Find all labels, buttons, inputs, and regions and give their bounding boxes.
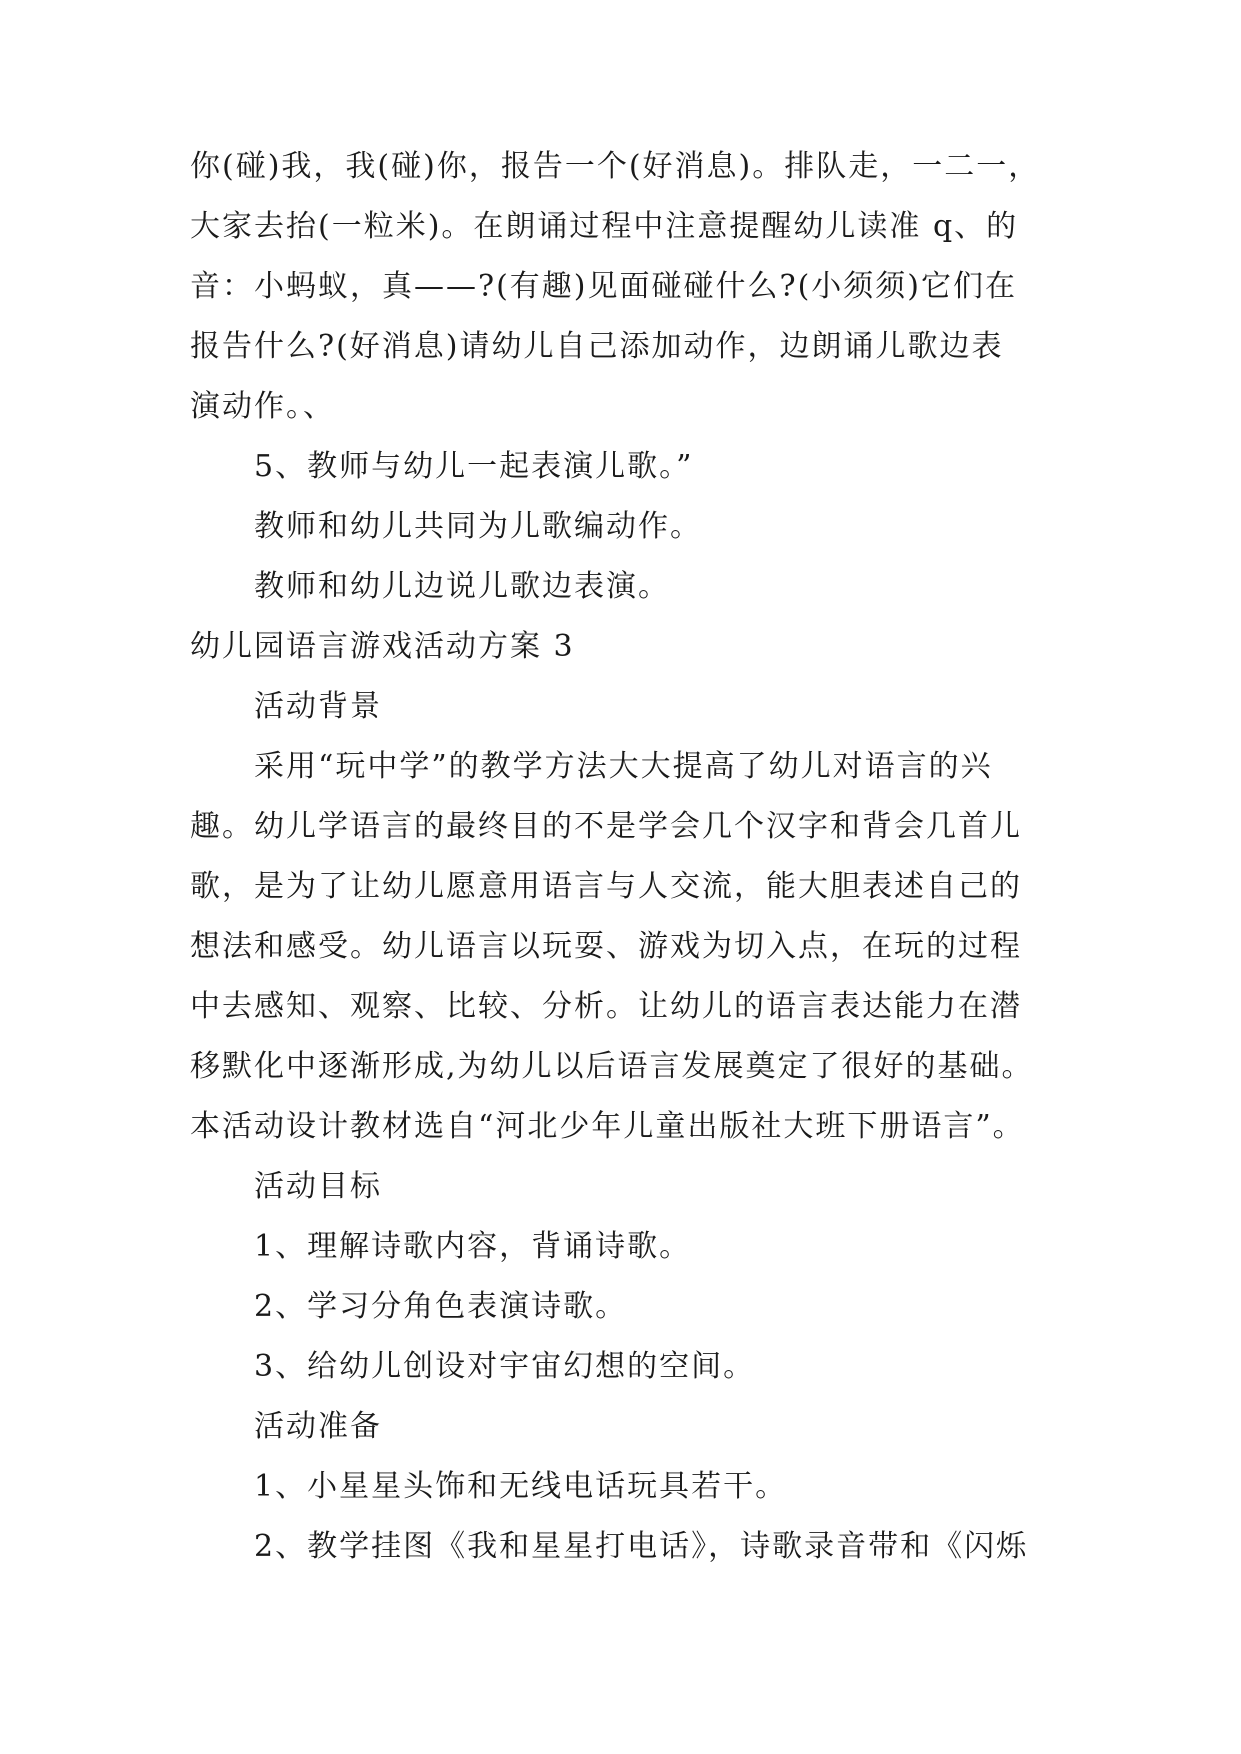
paragraph-line: 中去感知、观察、比较、分析。让幼儿的语言表达能力在潜	[190, 989, 1022, 1024]
paragraph-line: 演动作。、	[190, 389, 335, 424]
paragraph-line: 报告什么?(好消息)请幼儿自己添加动作，边朗诵儿歌边表	[190, 329, 1004, 364]
list-item: 3、给幼儿创设对宇宙幻想的空间。	[254, 1349, 756, 1384]
list-item: 2、教学挂图《我和星星打电话》，诗歌录音带和《闪烁	[254, 1529, 1029, 1564]
subheading-background: 活动背景	[254, 689, 382, 724]
paragraph-line: 大家去抬(一粒米)。在朗诵过程中注意提醒幼儿读准 q、的	[190, 209, 1019, 244]
paragraph-line: 教师和幼儿边说儿歌边表演。	[254, 569, 670, 604]
subheading-preparation: 活动准备	[254, 1409, 382, 1444]
paragraph-line: 移默化中逐渐形成,为幼儿以后语言发展奠定了很好的基础。	[190, 1049, 1034, 1084]
paragraph-line: 本活动设计教材选自“河北少年儿童出版社大班下册语言”。	[190, 1109, 1025, 1144]
paragraph-line: 采用“玩中学”的教学方法大大提高了幼儿对语言的兴	[254, 749, 993, 784]
list-item: 2、学习分角色表演诗歌。	[254, 1289, 628, 1324]
paragraph-line: 趣。幼儿学语言的最终目的不是学会几个汉字和背会几首儿	[190, 809, 1022, 844]
list-item: 1、小星星头饰和无线电话玩具若干。	[254, 1469, 788, 1504]
section-title: 幼儿园语言游戏活动方案 3	[190, 629, 575, 664]
list-item: 1、理解诗歌内容，背诵诗歌。	[254, 1229, 692, 1264]
paragraph-line: 想法和感受。幼儿语言以玩耍、游戏为切入点，在玩的过程	[190, 929, 1022, 964]
subheading-goals: 活动目标	[254, 1169, 382, 1204]
paragraph-line: 音：小蚂蚁，真——?(有趣)见面碰碰什么?(小须须)它们在	[190, 269, 1017, 304]
paragraph-line: 歌，是为了让幼儿愿意用语言与人交流，能大胆表述自己的	[190, 869, 1022, 904]
paragraph-line: 教师和幼儿共同为儿歌编动作。	[254, 509, 702, 544]
list-item: 5、教师与幼儿一起表演儿歌。”	[254, 449, 694, 484]
paragraph-line: 你(碰)我，我(碰)你，报告一个(好消息)。排队走，一二一，	[190, 149, 1041, 184]
